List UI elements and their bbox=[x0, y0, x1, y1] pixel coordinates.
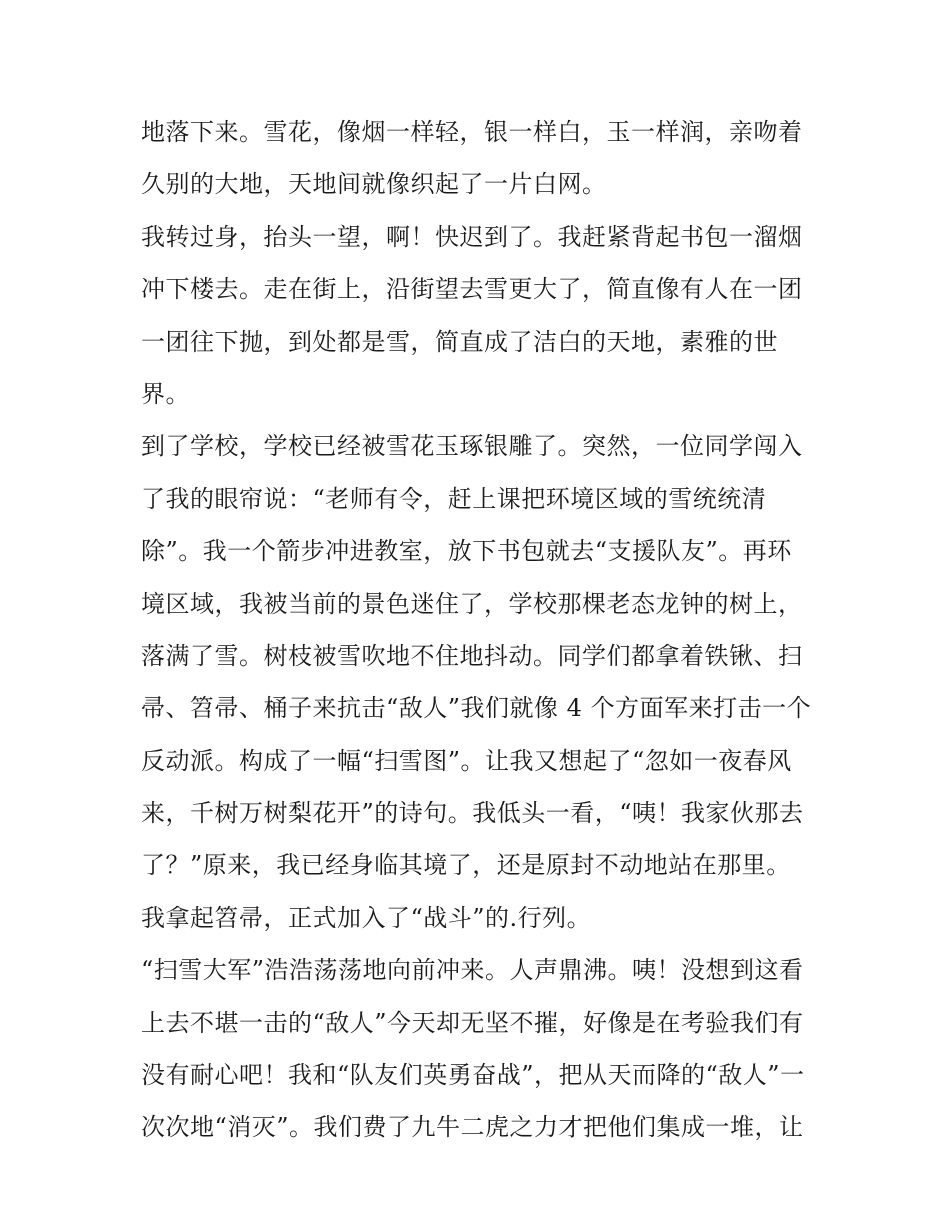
text-line: 次次地“消灭”。我们费了九牛二虎之力才把他们集成一堆，让 bbox=[141, 1113, 804, 1142]
text-line: 到了学校，学校已经被雪花玉琢银雕了。突然，一位同学闯入 bbox=[141, 432, 803, 461]
text-line: 了我的眼帘说：“老师有令，赶上课把环境区域的雪统统清 bbox=[141, 484, 767, 513]
text-line: 地落下来。雪花，像烟一样轻，银一样白，玉一样润，亲吻着 bbox=[141, 118, 803, 146]
text-line: 落满了雪。树枝被雪吹地不住地抖动。同学们都拿着铁锹、扫 bbox=[141, 641, 803, 670]
essay-text bbox=[141, 106, 813, 1154]
text-line: 帚、笤帚、桶子来抗击“敌人”我们就像 4 个方面军来打击一个 bbox=[141, 694, 812, 723]
text-line: “扫雪大军”浩浩荡荡地向前冲来。人声鼎沸。咦！没想到这看 bbox=[141, 956, 804, 985]
text-line: 久别的大地，天地间就像织起了一片白网。 bbox=[141, 170, 607, 199]
text-line: 除”。我一个箭步冲进教室，放下书包就去“支援队友”。再环 bbox=[141, 537, 792, 566]
text-line: 一团往下抛，到处都是雪，简直成了洁白的天地，素雅的世 bbox=[141, 327, 778, 356]
text-line: 了？”原来，我已经身临其境了，还是原封不动地站在那里。 bbox=[141, 851, 791, 880]
text-line: 我转过身，抬头一望，啊！快迟到了。我赶紧背起书包一溜烟 bbox=[141, 222, 803, 251]
text-line: 上去不堪一击的“敌人”今天却无坚不摧，好像是在考验我们有 bbox=[141, 1008, 804, 1037]
text-line: 冲下楼去。走在街上，沿街望去雪更大了，简直像有人在一团 bbox=[141, 275, 803, 304]
text-line: 境区域，我被当前的景色迷住了，学校那棵老态龙钟的树上， bbox=[141, 589, 803, 618]
text-line: 界。 bbox=[141, 379, 190, 408]
text-line: 反动派。构成了一幅“扫雪图”。让我又想起了“忽如一夜春风 bbox=[141, 746, 792, 775]
text-line: 来，千树万树梨花开”的诗句。我低头一看，“咦！我家伙那去 bbox=[141, 799, 804, 828]
text-line: 我拿起笤帚，正式加入了“战斗”的.行列。 bbox=[141, 903, 592, 932]
text-line: 没有耐心吧！我和“队友们英勇奋战”，把从天而降的“敌人”一 bbox=[141, 1061, 805, 1090]
